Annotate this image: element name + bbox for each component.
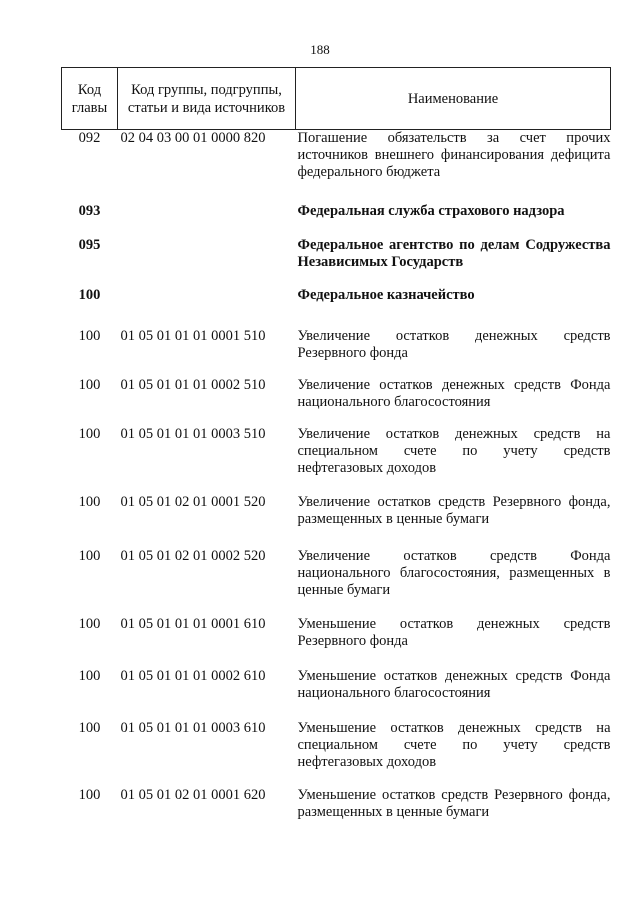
- source-code-cell: [118, 419, 296, 486]
- table-body: [62, 130, 611, 830]
- source-code-text: 01 05 01 01 01 0002 510: [120, 377, 266, 393]
- table-row: [62, 609, 611, 661]
- table-row: [62, 370, 611, 419]
- source-code-text: 01 05 01 01 01 0001 510: [120, 328, 266, 344]
- source-code-cell: [118, 279, 296, 317]
- source-code-text: 01 05 01 01 01 0002 610: [120, 668, 266, 684]
- name-cell: [296, 317, 611, 370]
- chapter-code-cell: [62, 419, 118, 486]
- chapter-code-text: 100: [78, 720, 101, 736]
- name-cell: [296, 370, 611, 419]
- chapter-code-text: 100: [78, 668, 101, 684]
- source-code-text: 02 04 03 00 01 0000 820: [120, 130, 266, 146]
- name-text: Уменьшение остатков средств Резервного фонда, размещенных в ценные бумаги: [297, 787, 611, 820]
- source-code-cell: [118, 194, 296, 227]
- name-cell: [296, 194, 611, 227]
- table-row: [62, 713, 611, 780]
- name-text: Увеличение остатков денежных средств Фонда национального благосостояния: [297, 377, 611, 410]
- table-row: [62, 227, 611, 279]
- table-row: [62, 419, 611, 486]
- chapter-code-text: 100: [78, 328, 101, 344]
- chapter-code-text: 100: [78, 287, 101, 303]
- table-row: [62, 541, 611, 609]
- name-text: Увеличение остатков денежных средств на специальном счете по учету средств нефтегазовых доходов: [297, 426, 611, 476]
- chapter-code-text: 100: [78, 787, 101, 803]
- table-row: [62, 279, 611, 317]
- table-row: [62, 661, 611, 713]
- chapter-code-text: 092: [78, 130, 101, 146]
- name-text: Погашение обязательств за счет прочих источников внешнего финансирования дефицита федерального бюджета: [297, 130, 611, 180]
- source-code-text: 01 05 01 02 01 0001 620: [120, 787, 266, 803]
- table-row: [62, 780, 611, 829]
- page-number: 188: [310, 42, 330, 57]
- source-code-text: 01 05 01 02 01 0002 520: [120, 548, 266, 564]
- name-cell: [296, 486, 611, 541]
- header-source-code: Код группы, подгруппы, статьи и вида источников: [118, 68, 296, 130]
- source-code-cell: [118, 317, 296, 370]
- chapter-code-cell: [62, 713, 118, 780]
- source-code-cell: [118, 541, 296, 609]
- source-code-cell: [118, 130, 296, 195]
- chapter-code-text: 100: [78, 494, 101, 510]
- name-text: Увеличение остатков средств Фонда национального благосостояния, размещенных в ценные бумаги: [297, 548, 611, 598]
- source-code-cell: [118, 370, 296, 419]
- source-code-cell: [118, 713, 296, 780]
- chapter-code-text: 093: [78, 203, 101, 219]
- name-cell: [296, 609, 611, 661]
- source-code-text: 01 05 01 01 01 0001 610: [120, 616, 266, 632]
- name-cell: [296, 130, 611, 195]
- header-row: [62, 68, 611, 130]
- name-text: Уменьшение остатков денежных средств Резервного фонда: [297, 616, 611, 649]
- chapter-code-cell: [62, 317, 118, 370]
- source-code-cell: [118, 227, 296, 279]
- chapter-code-cell: [62, 486, 118, 541]
- budget-sources-table: [61, 67, 611, 829]
- chapter-code-cell: [62, 279, 118, 317]
- chapter-code-text: 100: [78, 426, 101, 442]
- table-row: [62, 194, 611, 227]
- name-cell: [296, 780, 611, 829]
- chapter-code-cell: [62, 541, 118, 609]
- chapter-code-cell: [62, 661, 118, 713]
- chapter-code-cell: [62, 227, 118, 279]
- source-code-cell: [118, 486, 296, 541]
- source-code-cell: [118, 780, 296, 829]
- table-row: [62, 130, 611, 195]
- source-code-text: 01 05 01 02 01 0001 520: [120, 494, 266, 510]
- source-code-cell: [118, 661, 296, 713]
- name-text: Федеральное казначейство: [297, 287, 475, 303]
- name-text: Федеральная служба страхового надзора: [297, 203, 565, 219]
- chapter-code-cell: [62, 370, 118, 419]
- source-code-text: 01 05 01 01 01 0003 510: [120, 426, 266, 442]
- table-row: [62, 317, 611, 370]
- name-text: Уменьшение остатков денежных средств на специальном счете по учету средств нефтегазовых доходов: [297, 720, 611, 770]
- name-text: Уменьшение остатков денежных средств Фонда национального благосостояния: [297, 668, 611, 701]
- name-cell: [296, 279, 611, 317]
- source-code-text: 01 05 01 01 01 0003 610: [120, 720, 266, 736]
- chapter-code-cell: [62, 609, 118, 661]
- table-header: [62, 68, 611, 130]
- name-cell: [296, 541, 611, 609]
- name-text: Федеральное агентство по делам Содружества Независимых Государств: [297, 237, 611, 270]
- table-row: [62, 486, 611, 541]
- chapter-code-cell: [62, 194, 118, 227]
- name-text: Увеличение остатков денежных средств Резервного фонда: [297, 328, 611, 361]
- chapter-code-text: 100: [78, 377, 101, 393]
- source-code-cell: [118, 609, 296, 661]
- header-name: Наименование: [296, 68, 611, 130]
- chapter-code-text: 095: [78, 237, 101, 253]
- chapter-code-text: 100: [78, 548, 101, 564]
- name-cell: [296, 713, 611, 780]
- name-cell: [296, 661, 611, 713]
- name-cell: [296, 227, 611, 279]
- chapter-code-cell: [62, 780, 118, 829]
- name-cell: [296, 419, 611, 486]
- header-chapter-code: Код главы: [62, 68, 118, 130]
- chapter-code-text: 100: [78, 616, 101, 632]
- chapter-code-cell: [62, 130, 118, 195]
- name-text: Увеличение остатков средств Резервного фонда, размещенных в ценные бумаги: [297, 494, 611, 527]
